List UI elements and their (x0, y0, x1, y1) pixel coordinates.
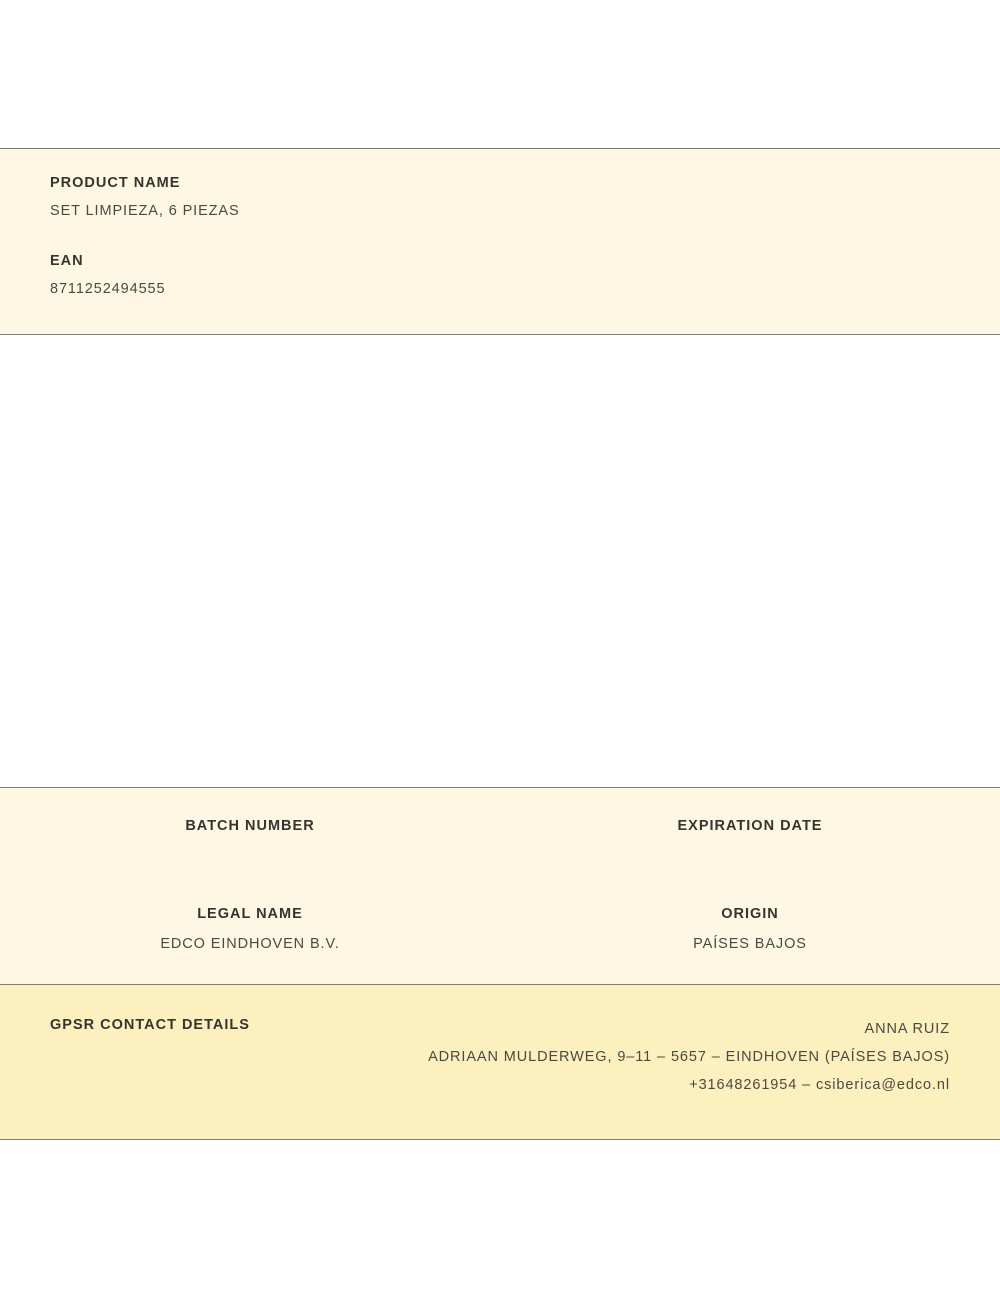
batch-expiration-values-row (0, 844, 1000, 862)
ean-label: EAN (50, 253, 84, 269)
legal-origin-values-row (0, 936, 1000, 954)
expiration-date-label: EXPIRATION DATE (677, 818, 823, 834)
ean-value: 8711252494555 (50, 281, 166, 297)
batch-legal-section (0, 787, 1000, 985)
expiration-date-value-cell (500, 844, 1000, 862)
legal-origin-labels-row (0, 906, 1000, 922)
origin-value: PAÍSES BAJOS (693, 936, 807, 952)
origin-value-cell (500, 936, 1000, 954)
expiration-date-value (520, 844, 980, 862)
origin-cell (500, 906, 1000, 922)
bottom-whitespace (0, 1140, 1000, 1300)
gpsr-contact-name: ANNA RUIZ (864, 1021, 950, 1037)
origin-label: ORIGIN (721, 906, 779, 922)
batch-expiration-labels-row (0, 818, 1000, 834)
batch-number-cell (0, 818, 500, 834)
gpsr-contact-section (0, 985, 1000, 1140)
expiration-date-cell (500, 818, 1000, 834)
ean-field (50, 253, 950, 297)
batch-number-value-cell (0, 844, 500, 862)
product-details-section (0, 148, 1000, 335)
batch-number-label: BATCH NUMBER (185, 818, 315, 834)
gpsr-contact-address: ADRIAAN MULDERWEG, 9–11 – 5657 – EINDHOVEN (PAÍSES BAJOS) (428, 1049, 950, 1065)
middle-whitespace (0, 335, 1000, 787)
legal-name-label: LEGAL NAME (197, 906, 303, 922)
product-name-label: PRODUCT NAME (50, 175, 181, 191)
legal-name-value: EDCO EINDHOVEN B.V. (160, 936, 340, 952)
gpsr-contact-phone-email: +31648261954 – csiberica@edco.nl (689, 1077, 950, 1093)
batch-number-value (20, 844, 480, 862)
gpsr-contact-details (428, 1015, 950, 1099)
legal-name-cell (0, 906, 500, 922)
legal-name-value-cell (0, 936, 500, 954)
product-name-field (50, 175, 950, 219)
product-name-value: SET LIMPIEZA, 6 PIEZAS (50, 203, 240, 219)
top-whitespace (0, 0, 1000, 148)
gpsr-contact-title: GPSR CONTACT DETAILS (50, 1017, 250, 1033)
